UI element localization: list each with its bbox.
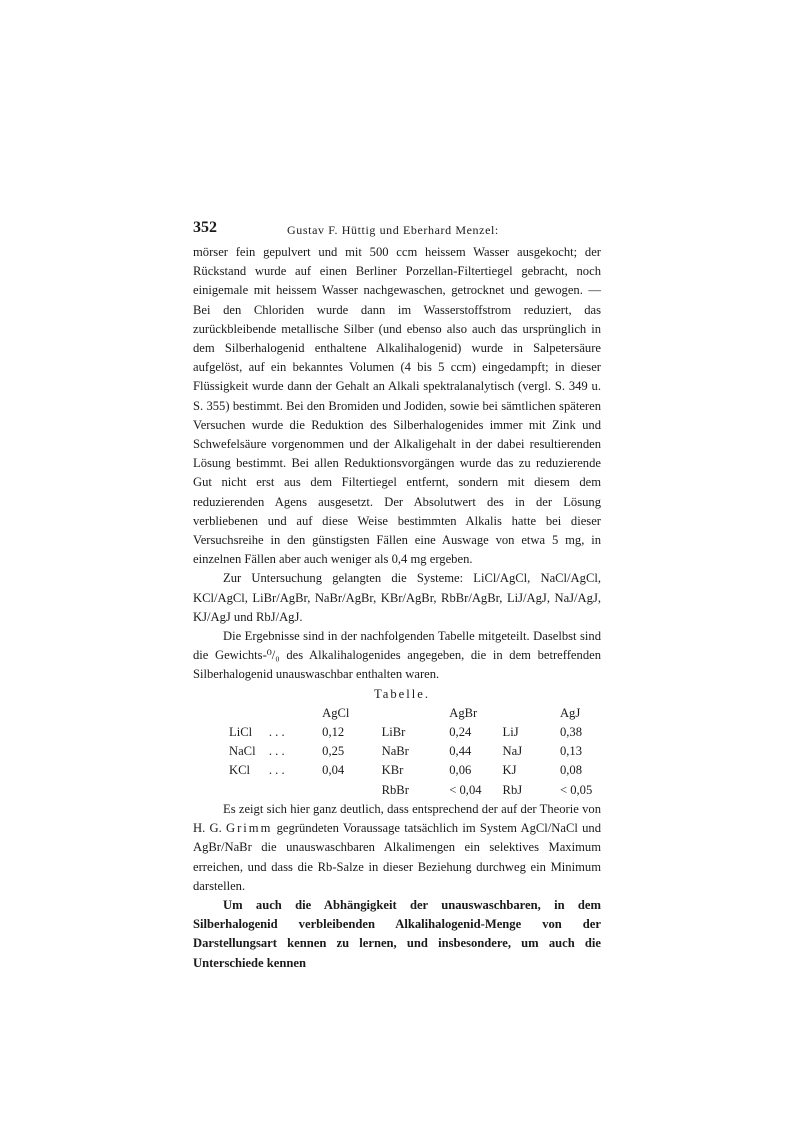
cell-value: 0,38	[559, 725, 582, 740]
paragraph-4-end: gegründeten Voraussage tatsächlich im System AgCl/NaCl und AgBr/NaBr die unauswaschbaren Alkalimengen ein selektives Maximum erreichen, und dass die Rb-Salze in dieser Beziehung durchweg ein Minimum darstellen.	[193, 821, 601, 893]
table-header-row	[193, 704, 601, 723]
paragraph-3: Die Ergebnisse sind in der nachfolgenden Tabelle mitgeteilt. Daselbst sind die Gewichts-⁰/₀ des Alkalihalogenides angegeben, die in dem betreffenden Silberhalogenid unauswaschbar enthalten waren.	[193, 629, 601, 682]
cell-leader: . . .	[268, 763, 285, 778]
cell-value: 0,08	[559, 763, 582, 778]
cell-salt: KBr	[381, 763, 404, 778]
results-table	[193, 704, 601, 800]
table-row	[193, 781, 601, 800]
cell-salt: LiBr	[381, 725, 406, 740]
paragraph-2: Zur Untersuchung gelangten die Systeme: LiCl/AgCl, NaCl/AgCl, KCl/AgCl, LiBr/AgBr, NaBr/AgBr, KBr/AgBr, RbBr/AgBr, LiJ/AgJ, NaJ/AgJ, KJ/AgJ und RbJ/AgJ.	[193, 571, 601, 624]
cell-value	[322, 781, 381, 800]
cell-salt: RbBr	[381, 782, 409, 797]
cell-salt: NaJ	[502, 744, 523, 759]
page-header	[193, 219, 601, 243]
cell-leader	[269, 781, 322, 800]
cell-salt: RbJ	[502, 782, 523, 797]
table-row	[193, 761, 601, 780]
cell-value: 0,04	[322, 763, 345, 778]
cell-leader: . . .	[268, 744, 285, 759]
cell-value: 0,13	[559, 744, 582, 759]
cell-value: 0,12	[322, 725, 345, 740]
page-number: 352	[193, 219, 217, 236]
header-agbr: AgBr	[449, 705, 478, 720]
cell-salt: LiJ	[502, 725, 519, 740]
paragraph-1: mörser fein gepulvert und mit 500 ccm heissem Wasser ausgekocht; der Rückstand wurde auf einen Berliner Porzellan-Filtertiegel gebracht, noch einigemale mit heissem Wasser nachgewaschen, getrocknet und gewogen. — Bei den Chloriden wurde dann im Wasserstoffstrom reduziert, das zurückbleibende metallische Silber (und ebenso also auch das ursprünglich in dem Silberhalogenid enthaltene Alkalihalogenid) wurde in Salpetersäure aufgelöst, auf ein bekanntes Volumen (4 bis 5 ccm) eingedampft; in dieser Flüssigkeit wurde dann der Gehalt an Alkali spektralanalytisch (vergl. S. 349 u. S. 355) bestimmt. Bei den Bromiden und Jodiden, sowie bei sämtlichen späteren Versuchen wurde die Reduktion des Silberhalogenides immer mit Zink und Schwefelsäure vorgenommen und der Alkaligehalt in der dabei resultierenden Lösung bestimmt. Bei allen Reduktionsvorgängen wurde das zu reduzierende Gut nicht erst aus dem Filtertiegel entfernt, sondern mit diesem dem reduzierenden Agens ausgesetzt. Der Absolutwert des in der Lösung verbliebenen und auf diese Weise bestimmten Alkalis hatte bei dieser Versuchsreihe in den günstigsten Fällen eine Auswage von etwa 5 mg, in einzelnen Fällen aber auch weniger als 0,4 mg ergeben.	[193, 245, 601, 567]
cell-salt: KCl	[229, 763, 250, 778]
cell-salt	[193, 781, 269, 800]
running-head: Gustav F. Hüttig und Eberhard Menzel:	[287, 223, 499, 237]
cell-salt: LiCl	[229, 725, 253, 740]
table-row	[193, 742, 601, 761]
header-agcl: AgCl	[322, 705, 350, 720]
paragraph-5: Um auch die Abhängigkeit der unauswaschbaren, in dem Silberhalogenid verbleibenden Alkalihalogenid-Menge von der Darstellungsart kennen zu lernen, und insbesondere, um auch die Unterschiede kennen	[193, 897, 601, 970]
cell-value: 0,25	[322, 744, 345, 759]
cell-leader: . . .	[268, 725, 285, 740]
cell-salt: KJ	[502, 763, 517, 778]
cell-value: 0,44	[449, 744, 472, 759]
cell-salt: NaBr	[381, 744, 409, 759]
paragraph-4-start: Es zeigt sich hier ganz deutlich, dass entsprechend der auf der Theorie von H. G.	[193, 801, 601, 836]
table-row	[193, 723, 601, 742]
paragraph-4	[193, 800, 601, 896]
cell-value: < 0,04	[449, 782, 482, 797]
cell-value: 0,06	[449, 763, 472, 778]
table-title: Tabelle.	[373, 686, 431, 701]
author-name-grimm: Grimm	[225, 821, 273, 836]
header-agj: AgJ	[559, 705, 581, 720]
cell-salt: NaCl	[229, 744, 256, 759]
body-text	[193, 243, 601, 973]
cell-value: 0,24	[449, 725, 472, 740]
cell-value: < 0,05	[559, 782, 593, 797]
